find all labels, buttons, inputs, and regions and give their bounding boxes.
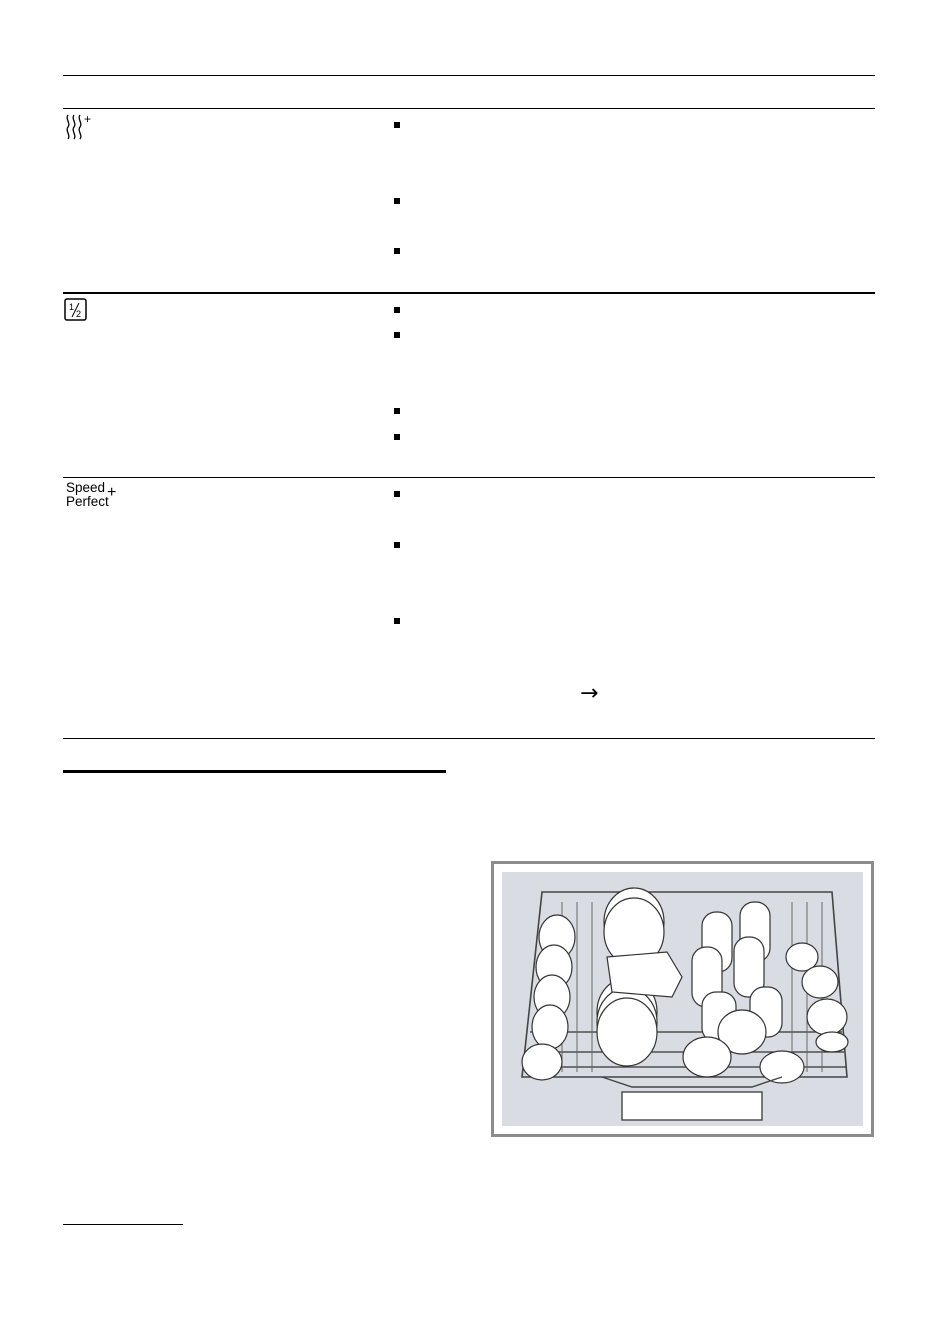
half-fraction-icon xyxy=(64,298,88,322)
bullet-3-1 xyxy=(394,491,400,497)
arrow-right-icon: → xyxy=(580,681,599,706)
speed-perfect-plus: + xyxy=(107,484,117,501)
bullet-1-2 xyxy=(394,198,400,204)
heat-waves-plus-icon xyxy=(64,112,96,140)
row-divider-2 xyxy=(63,477,875,478)
header-rule xyxy=(63,75,875,76)
heat-plus-text: + xyxy=(84,112,92,126)
perfect-label: Perfect xyxy=(66,494,109,509)
speed-perfect-icon xyxy=(66,481,109,509)
basket-drawing xyxy=(502,872,863,1126)
footnote-rule xyxy=(63,1224,183,1225)
dishwasher-basket-illustration xyxy=(491,861,874,1137)
bullet-2-1 xyxy=(394,307,400,313)
bullet-3-3 xyxy=(394,618,400,624)
half-denominator: 2 xyxy=(76,309,82,319)
table-bottom-rule xyxy=(63,738,875,739)
bullet-2-4 xyxy=(394,434,400,440)
bullet-3-2 xyxy=(394,542,400,548)
bullet-2-2 xyxy=(394,332,400,338)
row-divider-1 xyxy=(63,292,875,294)
bullet-1-1 xyxy=(394,122,400,128)
section-heading-rule xyxy=(63,770,446,773)
bullet-2-3 xyxy=(394,408,400,414)
illustration-background xyxy=(502,872,863,1126)
half-numerator: 1 xyxy=(69,302,75,312)
bullet-1-3 xyxy=(394,248,400,254)
speed-label: Speed xyxy=(66,480,106,495)
table-top-rule xyxy=(63,108,875,109)
